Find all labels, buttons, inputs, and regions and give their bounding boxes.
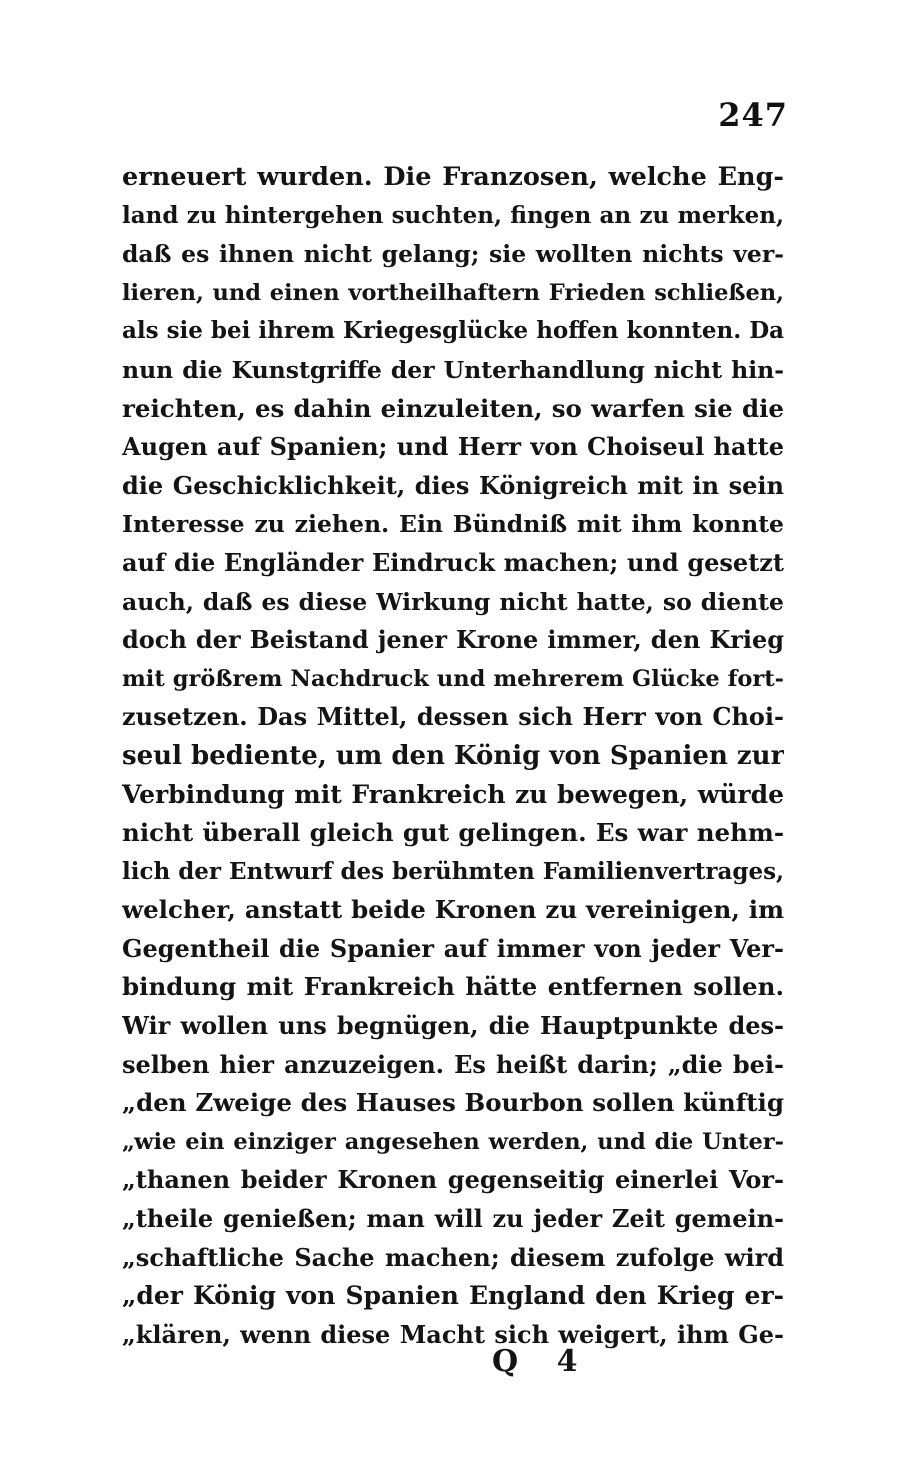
text-line: welcher, anstatt beide Kronen zu vereinigen, im — [122, 895, 784, 925]
text-line: Interesse zu ziehen. Ein Bündniß mit ihm konnte — [122, 510, 784, 539]
text-line: Wir wollen uns begnügen, die Hauptpunkte des- — [122, 1011, 784, 1041]
text-line: bindung mit Frankreich hätte entfernen sollen. — [122, 972, 784, 1002]
text-line: „klären, wenn diese Macht sich weigert, ihm Ge- — [122, 1319, 784, 1349]
text-line: selben hier anzuzeigen. Es heißt darin; „die bei- — [122, 1049, 784, 1079]
text-line: daß es ihnen nicht gelang; sie wollten nichts ver- — [122, 240, 784, 269]
text-line: mit größrem Nachdruck und mehrerem Glücke fort- — [122, 665, 784, 692]
text-line: zusetzen. Das Mittel, dessen sich Herr von Choi- — [122, 702, 784, 732]
text-line: erneuert wurden. Die Franzosen, welche Eng- — [122, 162, 784, 192]
text-line: auf die Engländer Eindruck machen; und gesetzt — [122, 547, 784, 577]
text-line: „der König von Spanien England den Krieg er- — [122, 1281, 784, 1311]
text-line: lieren, und einen vortheilhaftern Frieden schließen, — [122, 279, 784, 306]
text-line: die Geschicklichkeit, dies Königreich mit in sein — [122, 470, 784, 500]
signature-mark: Q 4 — [492, 1344, 592, 1379]
text-line: land zu hintergehen suchten, fingen an zu merken, — [122, 201, 784, 229]
text-line: Verbindung mit Frankreich zu bewegen, würde — [122, 779, 784, 809]
page-number: 247 — [718, 96, 788, 134]
text-line: seul bediente, um den König von Spanien zur — [122, 740, 784, 771]
text-line: als sie bei ihrem Kriegesglücke hoffen konnten. Da — [122, 317, 784, 345]
text-line: reichten, es dahin einzuleiten, so warfen sie die — [122, 393, 784, 423]
text-line: „wie ein einziger angesehen werden, und die Unter- — [122, 1128, 784, 1155]
text-line: nun die Kunstgriffe der Unterhandlung nicht hin- — [122, 355, 784, 384]
text-line: „schaftliche Sache machen; diesem zufolge wird — [122, 1242, 784, 1272]
text-line: „theile genießen; man will zu jeder Zeit gemein- — [122, 1204, 784, 1234]
text-line: auch, daß es diese Wirkung nicht hatte, so diente — [122, 587, 784, 616]
text-line: „den Zweige des Hauses Bourbon sollen künftig — [122, 1088, 784, 1118]
body-text — [122, 158, 784, 1354]
text-line: „thanen beider Kronen gegenseitig einerlei Vor- — [122, 1165, 784, 1195]
text-line: Augen auf Spanien; und Herr von Choiseul hatte — [122, 432, 784, 462]
text-line: nicht überall gleich gut gelingen. Es war nehm- — [122, 818, 784, 848]
text-line: Gegentheil die Spanier auf immer von jeder Ver- — [122, 933, 784, 963]
text-line: lich der Entwurf des berühmten Familienvertrages, — [122, 857, 784, 885]
text-line: doch der Beistand jener Krone immer, den Krieg — [122, 625, 784, 655]
